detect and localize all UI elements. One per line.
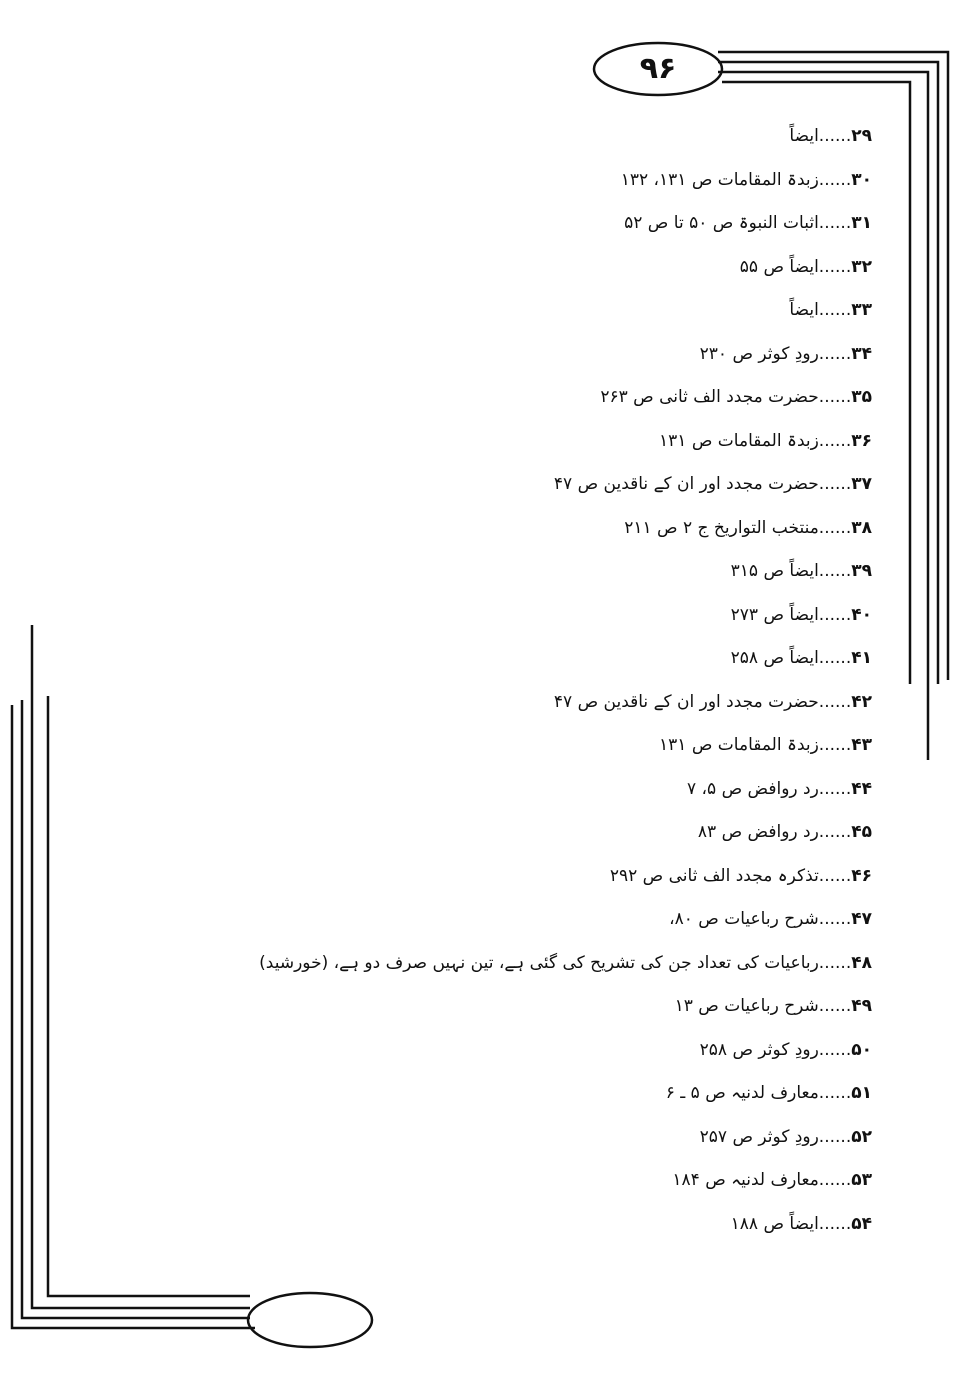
endnote-number: ۳۲ [851,256,872,277]
endnote [72,985,872,1029]
endnote [72,463,872,507]
endnote [72,202,872,246]
endnote-number: ۵۱ [851,1083,872,1103]
endnote-number: ۴۱ [851,648,872,668]
endnote [72,1116,872,1160]
endnote-text: ......حضرت مجدد الف ثانی ص ۲۶۳ [600,387,852,407]
endnotes-list [72,115,872,1246]
endnote-number: ۳۹ [851,561,872,581]
endnote-number: ۴۶ [851,865,872,886]
endnote [72,898,872,942]
endnote-text: ......ایضاً ص ۲۵۸ [730,648,852,668]
endnote-number: ۳۰ [851,169,872,190]
endnote-text: ......ایضاً ص ۵۵ [739,256,852,277]
endnote [72,942,872,986]
endnote-number: ۵۳ [851,1170,872,1190]
endnote [72,681,872,725]
endnote-number: ۳۱ [851,213,872,233]
endnote-number: ۴۷ [851,909,872,929]
endnote-text: ......شرح رباعیات ص ۱۳ [674,996,852,1016]
endnote-text: ......اثبات النبوۃ ص ۵۰ تا ص ۵۲ [624,213,852,233]
endnote [72,246,872,290]
endnote-text: ......معارف لدنیہ ص ۱۸۴ [672,1170,852,1190]
endnote-text: ......رودِ کوثر ص ۲۵۷ [699,1126,852,1147]
endnote [72,1203,872,1247]
endnote [72,811,872,855]
endnote-text: ......ایضاً ص ۲۷۳ [730,604,852,625]
endnote-number: ۴۸ [851,952,872,973]
endnote [72,376,872,420]
endnote [72,507,872,551]
endnote-number: ۳۷ [851,474,872,494]
endnote-number: ۴۵ [851,822,872,842]
endnote [72,289,872,333]
endnote [72,637,872,681]
endnote-text: ......رودِ کوثر ص ۲۳۰ [699,343,852,364]
endnote-number: ۵۰ [851,1039,872,1060]
endnote-text: ......زبدۃ المقامات ص ۱۳۱ [659,430,852,451]
endnote-text: ......تذکرہ مجدد الف ثانی ص ۲۹۲ [609,865,852,886]
endnote-text: ......ایضاً [789,300,852,320]
endnote [72,855,872,899]
endnote-text: ......ایضاً ص ۱۸۸ [730,1213,852,1234]
endnote [72,420,872,464]
endnote-number: ۳۳ [851,300,872,320]
endnote-text: ......شرح رباعیات ص ۸۰، [669,909,852,929]
endnote-number: ۵۴ [851,1213,872,1234]
endnote [72,159,872,203]
endnote-text: ......رد روافض ص ۵، ۷ [687,778,852,799]
endnote-text: ......حضرت مجدد اور ان کے ناقدین ص ۴۷ [553,691,852,712]
endnote-number: ۳۶ [851,430,872,451]
endnote-number: ۴۴ [851,778,872,799]
endnote-number: ۳۵ [851,387,872,407]
endnote-text: ......ایضاً [789,126,852,146]
endnote [72,1159,872,1203]
endnote [72,1072,872,1116]
endnote [72,768,872,812]
endnote-text: ......زبدۃ المقامات ص ۱۳۱ [659,735,852,755]
endnote-number: ۳۸ [851,517,872,538]
endnote-number: ۵۲ [851,1126,872,1147]
endnote [72,594,872,638]
page-number: ۹۶ [639,51,677,86]
endnote-number: ۴۹ [851,996,872,1016]
endnote [72,1029,872,1073]
endnote-number: ۴۲ [851,691,872,712]
endnote-text: ......رودِ کوثر ص ۲۵۸ [699,1039,852,1060]
endnote-text: ......معارف لدنیہ ص ۵ ـ ۶ [665,1083,852,1103]
endnote-text: ......ایضاً ص ۳۱۵ [730,561,852,581]
endnote-text: ......رد روافض ص ۸۳ [697,822,852,842]
endnote [72,550,872,594]
endnote [72,333,872,377]
endnote-text: ......منتخب التواریخ ج ۲ ص ۲۱۱ [624,517,852,538]
endnote-number: ۴۰ [851,604,872,625]
endnote [72,724,872,768]
endnote-number: ۳۴ [851,343,872,364]
endnote-text: ......رباعیات کی تعداد جن کی تشریح کی گئی ہے، تین نہیں صرف دو ہے، (خورشید) [259,952,852,973]
endnote [72,115,872,159]
endnote-text: ......زبدۃ المقامات ص ۱۳۱، ۱۳۲ [620,169,852,190]
endnote-text: ......حضرت مجدد اور ان کے ناقدین ص ۴۷ [553,474,852,494]
endnote-number: ۲۹ [851,126,872,146]
endnote-number: ۴۳ [851,735,872,755]
